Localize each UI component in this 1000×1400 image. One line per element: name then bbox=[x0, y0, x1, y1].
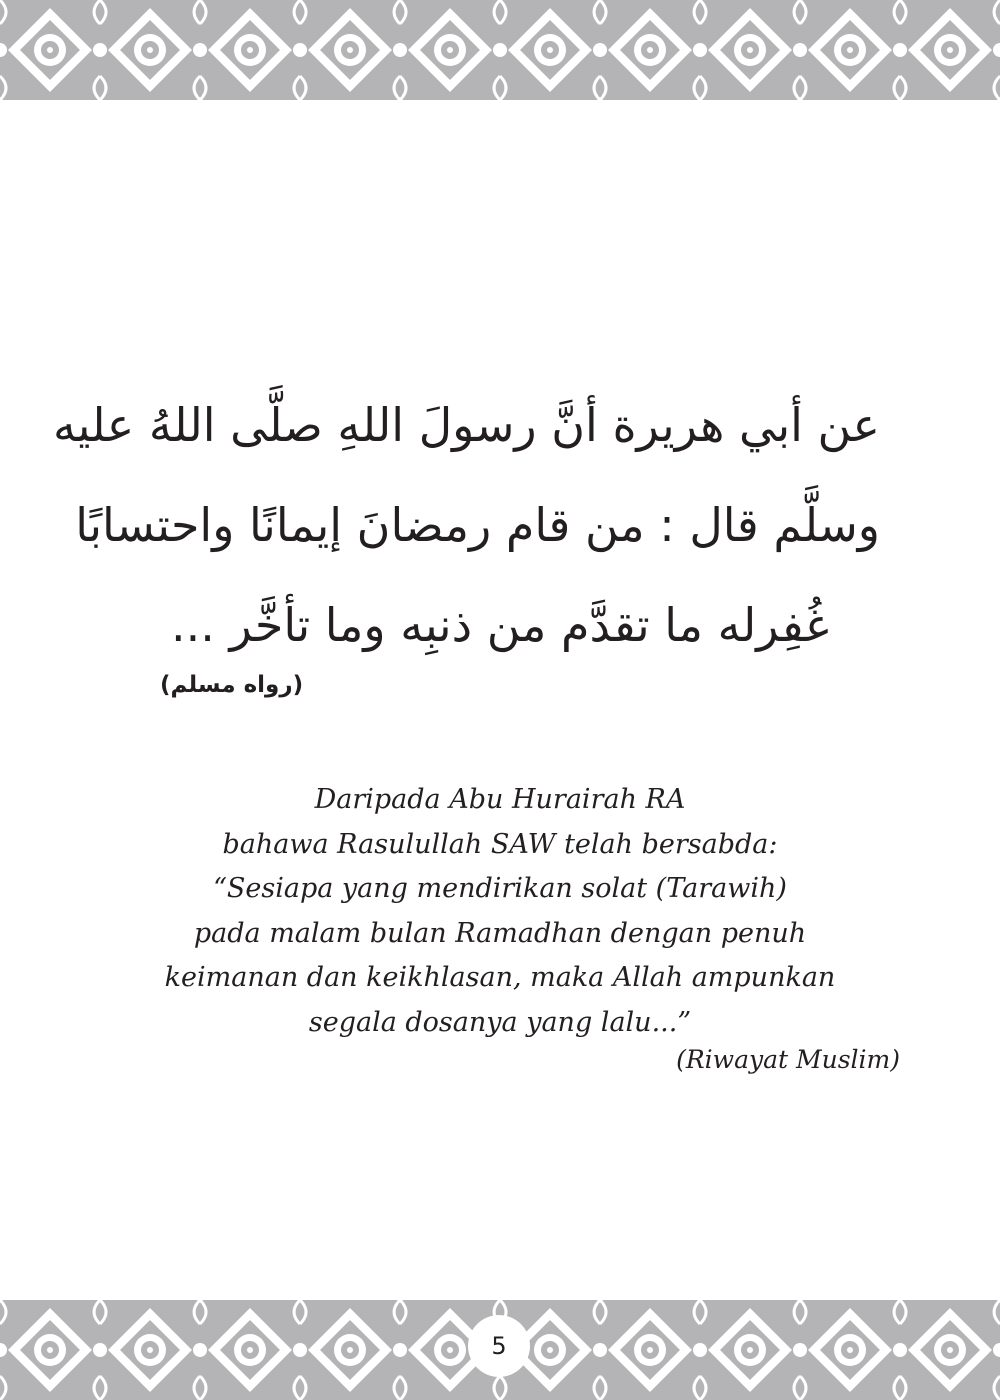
page-number-badge bbox=[468, 1315, 530, 1377]
hadith-arabic-line-1: عن أبي هريرة أنَّ رسولَ اللهِ صلَّى اللهُ عليه bbox=[52, 398, 880, 452]
translation-source: (Riwayat Muslim) bbox=[676, 1045, 900, 1074]
translation-line-5: keimanan dan keikhlasan, maka Allah ampunkan bbox=[164, 962, 836, 993]
page-number: 5 bbox=[491, 1332, 507, 1360]
hadith-arabic-text bbox=[52, 375, 880, 675]
translation-line-4: pada malam bulan Ramadhan dengan penuh bbox=[193, 917, 807, 949]
hadith-translation bbox=[120, 778, 880, 1045]
translation-line-2: bahawa Rasulullah SAW telah bersabda: bbox=[222, 828, 778, 860]
translation-line-3: “Sesiapa yang mendirikan solat (Tarawih) bbox=[213, 873, 787, 904]
translation-line-1: Daripada Abu Hurairah RA bbox=[314, 784, 686, 815]
translation-line-6: segala dosanya yang lalu...” bbox=[308, 1006, 692, 1038]
top-ornament-border bbox=[0, 0, 1000, 100]
hadith-arabic-line-2: وسلَّم قال : من قام رمضانَ إيمانًا واحتسابًا bbox=[75, 498, 880, 552]
hadith-arabic-source: (رواه مسلم) bbox=[160, 672, 304, 698]
hadith-arabic-line-3: غُفِرله ما تقدَّم من ذنبِه وما تأخَّر ... bbox=[171, 598, 829, 652]
